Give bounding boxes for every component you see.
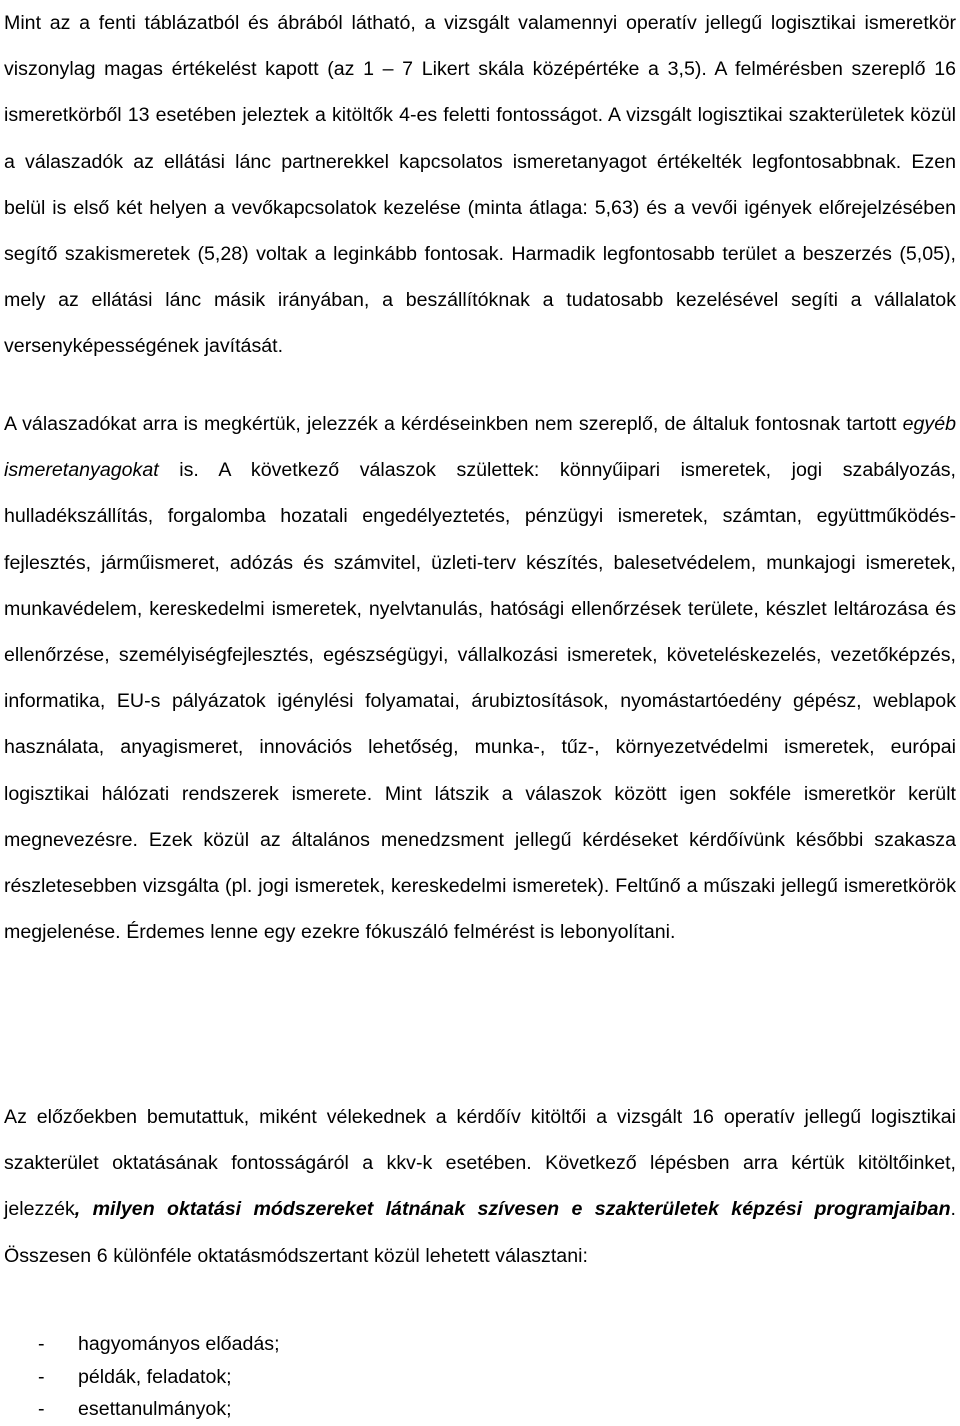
list-item [4, 1361, 280, 1394]
italic-emphasis: egyéb ismeretanyagokat [4, 413, 956, 482]
paragraph-text: A válaszadókat arra is megkértük, jelezzék a kérdéseinkben nem szereplő, de általuk fontosnak tartott [4, 413, 903, 435]
list-bullet: - [38, 1333, 45, 1355]
paragraph-text: Az előzőekben bemutattuk, miként vélekednek a kérdőív kitöltői a vizsgált 16 operatív jellegű logisztikai szakterület oktatásának fontosságáról a kkv-k esetében. Következő lépésben arra kértük kitöltőinket, jelezzék [4, 1106, 956, 1221]
list-item [4, 1393, 280, 1426]
list-item-text: esettanulmányok; [78, 1398, 232, 1420]
list-item-text: hagyományos előadás; [78, 1333, 280, 1355]
list-item-text: példák, feladatok; [78, 1365, 232, 1388]
paragraph-text: . Összesen 6 különféle oktatásmódszertant közül lehetett választani: [4, 1198, 956, 1267]
paragraph-likert-results: Mint az a fenti táblázatból és ábrából látható, a vizsgált valamennyi operatív jellegű logisztikai ismeretkör viszonylag magas értékelést kapott (az 1 – 7 Likert skála középértéke a 3,5). A felmérésben szereplő 16 ismeretkörből 13 esetében jeleztek a kitöltők 4-es feletti fontosságot. A vizsgált logisztikai szakterületek közül a válaszadók az ellátási lánc partnerekkel kapcsolatos ismeretanyagot értékelték legfontosabbnak. Ezen belül is első két helyen a vevőkapcsolatok kezelése (minta átlaga: 5,63) és a vevői igények előrejelzésében segítő szakismeretek (5,28) voltak a leginkább fontosak. Harmadik legfontosabb terület a beszerzés (5,05), mely az ellátási lánc másik irányában, a beszállítóknak a tudatosabb kezelésével segíti a vállalatok versenyképességének javítását. [4, 12, 956, 358]
paragraph-teaching-methods [4, 1094, 956, 1279]
paragraph-text: is. A következő válaszok születtek: könnyűipari ismeretek, jogi szabályozás, hulladékszállítás, forgalomba hozatali engedélyeztetés, pénzügyi ismeretek, számtan, együttműködés-fejlesztés, járműismeret, adózás és számvitel, üzleti-terv készítés, balesetvédelem, munkajogi ismeretek, munkavédelem, kereskedelmi ismeretek, nyelvtanulás, hatósági ellenőrzések területe, készlet leltározása és ellenőrzése, személyiségfejlesztés, egészségügyi, vállalkozási ismeretek, követeléskezelés, vezetőképzés, informatika, EU-s pályázatok igénylési folyamatai, árubiztosítások, nyomástartóedény gépész, weblapok használata, anyagismeret, innovációs lehetőség, munka-, tűz-, környezetvédelmi ismeretek, európai logisztikai hálózati rendszerek ismerete. Mint látszik a válaszok között igen sokféle ismeretkör került megnevezésre. Ezek közül az általános menedzsment jellegű kérdéseket kérdőívünk későbbi szakasza részletesebben vizsgálta (pl. jogi ismeretek, kereskedelmi ismeretek). Feltűnő a műszaki jellegű ismeretkörök megjelenése. Érdemes lenne egy ezekre fókuszáló felmérést is lebonyolítani. [4, 459, 956, 944]
paragraph-other-knowledge [4, 401, 956, 955]
list-item [4, 1328, 280, 1361]
list-bullet: - [38, 1398, 45, 1420]
teaching-methods-list [4, 1328, 280, 1426]
list-bullet: - [38, 1365, 45, 1388]
bold-italic-emphasis: , milyen oktatási módszereket látnának szívesen e szakterületek képzési programjaiban [74, 1198, 951, 1221]
